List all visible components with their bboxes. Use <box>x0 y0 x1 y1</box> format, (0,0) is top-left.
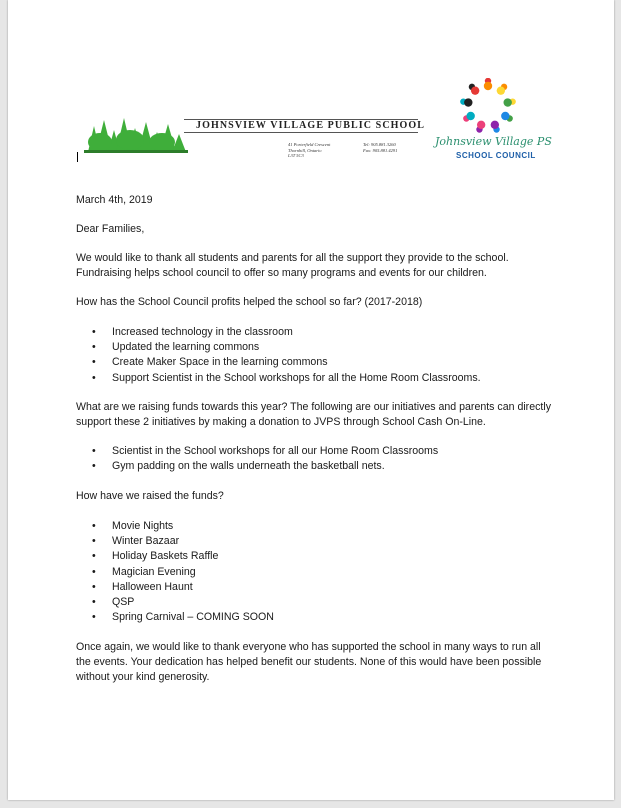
letter-paragraph-thanks: We would like to thank all students and parents for all the support they provide to the school. Fundraising helps school council to offer so many programs and events for our children. <box>76 252 509 279</box>
list-item: • Halloween Haunt <box>76 580 556 595</box>
document-page <box>8 0 614 800</box>
school-contact: Tel: 905.881.3260 Fax: 905.881.4291 <box>363 142 398 153</box>
school-council-logo-icon <box>460 78 516 134</box>
trees-logo <box>80 112 192 154</box>
logo-figure-body <box>503 98 511 106</box>
list-item: • Spring Carnival – COMING SOON <box>76 610 556 625</box>
list-item: • Holiday Baskets Raffle <box>76 549 556 564</box>
logo-figure-body <box>466 112 474 120</box>
logo-figure-body <box>491 121 499 129</box>
list-item: • Gym padding on the walls underneath the basketball nets. <box>76 459 556 474</box>
profits-list <box>76 325 556 386</box>
fundraisers-list <box>76 519 556 625</box>
list-item: • Scientist in the School workshops for all our Home Room Classrooms <box>76 444 556 459</box>
letter-question-profits: How has the School Council profits helped the school so far? (2017-2018) <box>76 296 423 308</box>
list-item: • Increased technology in the classroom <box>76 325 556 340</box>
logo-figure-body <box>464 98 472 106</box>
logo-figure-body <box>497 86 505 94</box>
council-script-title: Johnsview Village PS <box>435 135 552 148</box>
letter-date: March 4th, 2019 <box>76 194 153 206</box>
logo-figure-body <box>477 121 485 129</box>
logo-figure-body <box>471 86 479 94</box>
list-item: • Magician Evening <box>76 565 556 580</box>
school-address: 41 Porterfield Crescent Thornhill, Ontario L3T 5C3 <box>288 142 331 158</box>
letter-question-initiatives: What are we raising funds towards this year? The following are our initiatives and parents can directly support these 2 initiatives by making a donation to JVPS through School Cash On-Line. <box>76 401 551 428</box>
list-item: • QSP <box>76 595 556 610</box>
list-item: • Support Scientist in the School workshops for all the Home Room Classrooms. <box>76 371 556 386</box>
letter-closing: Once again, we would like to thank everyone who has supported the school in many ways to run all the events. Your dedication has helped benefit our students. None of this would have been possible without your kind generosity. <box>76 641 542 683</box>
list-item: • Create Maker Space in the learning commons <box>76 355 556 370</box>
initiatives-list <box>76 444 556 474</box>
school-name: JOHNSVIEW VILLAGE PUBLIC SCHOOL <box>196 120 426 131</box>
list-item: • Winter Bazaar <box>76 534 556 549</box>
logo-figure-body <box>501 112 509 120</box>
letter-salutation: Dear Families, <box>76 223 145 235</box>
logo-figure-body <box>484 82 492 90</box>
header-rule-bottom <box>184 132 418 133</box>
text-cursor <box>77 152 78 162</box>
council-label: SCHOOL COUNCIL <box>456 151 536 160</box>
list-item: • Updated the learning commons <box>76 340 556 355</box>
list-item: • Movie Nights <box>76 519 556 534</box>
letter-question-funds: How have we raised the funds? <box>76 490 224 502</box>
